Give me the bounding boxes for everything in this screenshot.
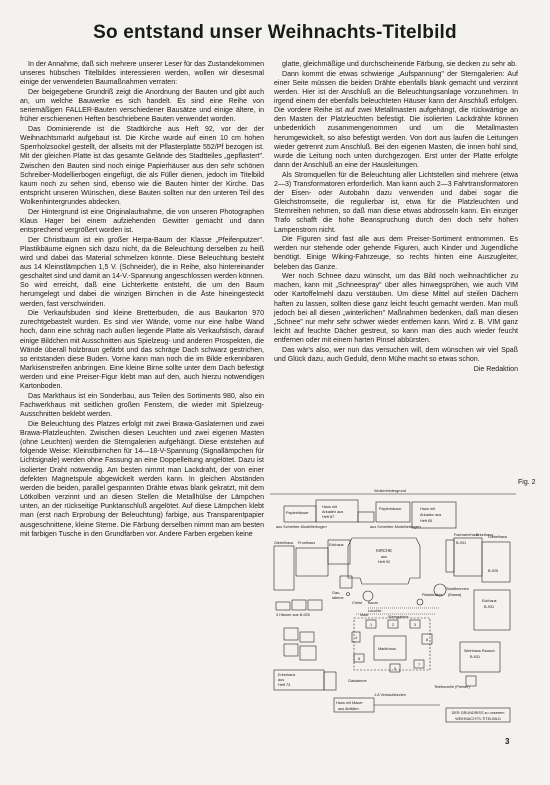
label: aus Abfällen (338, 707, 359, 711)
label: B-925 (488, 569, 499, 573)
label: Fronthaus (298, 541, 316, 545)
label: Platzleuchte (422, 593, 443, 597)
label: Fachwerkhaus (454, 533, 479, 537)
text-column-left (20, 60, 264, 539)
booth-number: 6 (358, 657, 361, 661)
narrow-house (446, 540, 454, 572)
label: Markthaus (378, 647, 396, 651)
paragraph: Dann kommt die etwas schwierige „Aufspannung" der Sterngalerien: Auf einer Seite müssen die beiden Drähte ebenfalls blank gemacht und verzinnt werden. Hier ist der Anschluß an die Beleuchtungsanlage vorzunehmen. In irgend einem der ebenfalls beleuchteten Häuser kann der Anschluß erfolgen. Die vordere Reihe ist auf zwei Metallmasten aufgehängt, die rückwärtige an den Masten der Platzleuchten befestigt. Die isolierten Lackdrähte können unbedenklich zusammengenommen und um die Metallmasten herumgewickelt, so also befestigt werden. Von dort aus laufen die Leitungen wieder getrennt zum Anschluß. Bei den eigenen Masten, die innen hohl sind, wurde die Leitung noch unten durchgezogen. Erst unter der Platte erfolgte dann der Anschluß an eine der Hausleitungen. (274, 70, 518, 170)
paragraph: Das wär's also, wer nun das versuchen will, dem wünschen wir viel Spaß und Glück dazu, auch Geduld, denn Mühe macht so etwas schon. (274, 346, 518, 363)
label: Baum (368, 601, 378, 605)
front-house (296, 548, 328, 576)
platzleuchte-lamp (417, 599, 423, 605)
house-small (284, 644, 298, 656)
booth-number: 8 (426, 638, 429, 642)
label: Haus mit (420, 507, 435, 511)
annex (324, 672, 336, 690)
label: Erkerhaus (476, 533, 494, 537)
label: B-931 (470, 655, 481, 659)
house-small (300, 646, 316, 660)
b925-house (292, 600, 306, 610)
booth-number: 7 (418, 663, 421, 667)
label: B-931 (484, 605, 495, 609)
label: Giebelhaus (488, 535, 508, 539)
gable-house-right (482, 542, 510, 582)
label: Arkaden aus (420, 513, 442, 517)
label: laterne (332, 596, 344, 600)
label: aus (380, 555, 388, 559)
christmas-tree (363, 591, 373, 601)
label: Mast (360, 613, 369, 617)
text-column-right (274, 60, 518, 374)
gas-lantern (347, 593, 350, 596)
label: Sterngalerie (388, 615, 409, 619)
figure-label: Fig. 2 (518, 479, 536, 486)
label: Telefonzelle (Preiser) (434, 685, 470, 689)
label: 3 Häuser aus B-925 (276, 613, 310, 617)
label: Stadtbrunnen (446, 587, 469, 591)
paragraph: Das Markthaus ist ein Sonderbau, aus Teilen des Sortiments 980, also ein Fachwerkhaus mit seitlichen großen Fenstern, die wieder mit Spielzeug-Ausschnitten beklebt werden. (20, 392, 264, 419)
label-papierhaeuser-l: Papierhäuser (286, 511, 309, 515)
signature: Die Redaktion (473, 365, 518, 373)
booth-number: 5 (394, 667, 397, 671)
gable-house (274, 546, 294, 590)
booth-number: 1 (370, 623, 373, 627)
b925-house (276, 602, 290, 610)
paragraph: Als Stromquellen für die Beleuchtung aller Lichtstellen sind mehrere (etwa 2—3) Transformatoren erforderlich. Man kann auch 2—3 Fahrtransformatoren der Eisen- oder Autobahn dazu verwenden und dabei sogar die Gleichstromseite, die regulierbar ist, etwa für die Platzleuchten und Sternreihen nehmen, so daß man diese etwas abdrosseln kann. Ein einziger Trafo schafft die hohe Beanspruchung durch den doch sehr hohen Lampenstrom nicht. (274, 171, 518, 234)
floor-plan-diagram (270, 486, 516, 724)
label: Gaslaterne (348, 679, 367, 683)
label: 1-8 Verkaufsbuden (374, 693, 406, 697)
paragraph: Die Verkaufsbuden sind kleine Bretterbuden, die aus Baukarton 970 zurechtgebastelt wurden. Es sind vier Wände, vorne nur eine halbe Wand hoch, dann eine schräg nach außen liegende Platte als Verkaufstisch, darauf einige Bildchen mit Ausschnitten aus Spielzeug- und anderen Prospekten, die Wände überall holzbraun gefärbt und das schräge Dach schwarz gestrichen, so entstanden diese Buden. Vorne kann man noch die im Bilde erkennbaren Markisenstreifen anbringen. Eine kleine Birne sollte unter dem Dach befestigt werden und eine Preiser-Figur klebt man auf den, auch hierzu notwendigen Kartonboden. (20, 310, 264, 391)
paragraph: glatte, gleichmäßige und durchscheinende Färbung, sie decken zu sehr ab. (282, 61, 518, 68)
label: KIRCHE (376, 548, 392, 553)
paragraph: Das Dominierende ist die Stadtkirche aus Heft 92, vor der der Weihnachtsmarkt aufgebaut ist. Die Kirche wurde auf einen 10 cm hohen Sperrholzsockel gestellt, der allseits mit der Pflasterplatte 552/Pf bezogen ist. Mit der gleichen Platte ist das gesamte Gelände des Stadtteiles „gepflastert". Zwischen den Bauten sind noch einige Papierhäuser aus den sehr schönen Schreiber-Modellierbogen eingefügt, die als Füller dienen, jedoch im Titelbild kaum noch zu sehen sind, ebenso wie die Bauten hinter der Kirche. Das entspricht unseren Wünschen, diese Bauten sollten nur den unteren Teil des Wolkenhintergrundes abdecken. (20, 125, 264, 207)
house-small (300, 632, 314, 642)
label: Eckhaus (482, 599, 497, 603)
label-wolken: Wolkenhintergrund (374, 489, 406, 493)
label: Heft 65 (420, 519, 433, 523)
label: aus Schreiber-Modellierbogen (276, 525, 327, 529)
label: aus Schreiber-Modellierbogen (370, 525, 421, 529)
label: Heft 73 (278, 683, 291, 687)
label: (Brawa) (448, 593, 462, 597)
booth-number: 2 (392, 623, 395, 627)
label: B-931 (456, 541, 467, 545)
paragraph: Der Christbaum ist ein großer Herpa-Baum der Klasse „Pfeifenputzer". Plastikbäume eignen sich dazu nicht, da die Beleuchtung derselben zu heiß wird und dabei das Material schmelzen könnte. Diese Beleuchtung besteht aus 14 Kleinstlämpchen 1,5 V. (Schneider), die in Reihe, also hintereinander geschaltet sind und damit an 14-V.-Spannung angeschlossen werden können. So wird erreicht, daß eine Lichterkette entsteht, die um den Baum herumgelegt und dabei die winzigen Birnchen in die Äste hineingesteckt werden, fast verschwinden. (20, 236, 264, 308)
label: Arkaden aus (322, 510, 344, 514)
page-title: So entstand unser Weihnachts-Titelbild (93, 22, 457, 43)
label: Erkerhaus (278, 673, 296, 677)
page-number: 3 (505, 737, 510, 746)
paragraph: Der beigegebene Grundriß zeigt die Anordnung der Bauten und gibt auch an, um welche Bauwerke es sich handelt. Es sind eine Reihe von seriemäßigen FALLER-Bauten verschiedener Bausätze und einige ältere, in früher erschienenen Heften beschriebene Bauten verwendet worden. (20, 88, 264, 124)
label: Giebelhaus (274, 541, 294, 545)
paragraph: Die Figuren sind fast alle aus dem Preiser-Sortiment entnommen. Es werden nur stehende oder gehende Figuren, auch Kinder und Jugendliche benötigt. Einige Wiking-Fahrzeuge, so rechts hinten eine Auszugleiter, beleben das Ganze. (274, 236, 518, 271)
label-papierhaeuser-r: Papierhäuser (379, 507, 402, 511)
label: Heft 92 (377, 560, 391, 564)
booth-number: 4 (355, 636, 358, 640)
paragraph: Wer noch Schnee dazu wünscht, um das Bild noch weihnachtlicher zu machen, kann mit „Schneespray" über alles hinwegsprühen, wie auch VIM oder Kartoffelmehl dazu verstäuben. Um diese Mittel auf steilen Dächern haften zu lassen, sollten diese ganz leicht feucht gemacht werden. Man muß jedoch bei all diesen „winterlichen" Maßnahmen bedenken, daß man diesen „Schnee" nur mehr sehr schwer wieder entfernen kann. Wird z. B. VIM ganz leicht auf feuchte Dächer gestreut, so kann man dies auch wieder feucht entfernen oder mit einem harten Pinsel abbürsten. (274, 273, 518, 345)
label: Leuchte (368, 609, 382, 613)
label: Gas- (332, 591, 341, 595)
label: Weinhaus Rausch (464, 649, 495, 653)
small-house (358, 512, 374, 522)
label: aus (278, 678, 285, 682)
house-small (284, 628, 298, 640)
paper-houses-right (376, 502, 410, 522)
label: Christ (352, 601, 362, 605)
paragraph: Der Hintergrund ist eine Originalaufnahme, die von unseren Photographen Klaus Hager bei einem aufziehenden Gewitter gemacht und dann entsprechend vergrößert worden ist. (20, 208, 264, 234)
paragraph: In der Annahme, daß sich mehrere unserer Leser für das Zustandekommen unseres hübschen Titelbildes interessieren werden, wollen wir diesesmal einige der verwendeten Baumaßnahmen verraten: (20, 61, 264, 87)
corner-house-right (474, 590, 510, 630)
booth-number: 3 (414, 623, 417, 627)
label: Haus mit Mauer (336, 701, 363, 705)
caption-line-1: DER GRUNDRISS zu unserem (451, 711, 505, 715)
label: Eckhaus (329, 543, 344, 547)
caption-line-2: WEIHNACHTS-TITELBILD (455, 717, 501, 721)
paragraph: Die Beleuchtung des Platzes erfolgt mit zwei Brawa-Gaslaternen und zwei Brawa-Platzleuchten. Zwischen diesen Leuchten und zwei eigenen Masten (ohne Leuchten) werden die Sterngalerien aufgehängt. Diese entstehen auf folgende Weise: Kleinstbirnchen für 14—18-V-Spannung (Signallämpchen für Lichtsignale) werden ohne Fassung an eine Doppelleitung angelötet. Dazu ist isolierter Draht notwendig. Am besten nimmt man Lackdraht, der von einer defekten Magnetspule abgewickelt werden kann. In gleichen Abständen werden die beiden, parallel gespannten Drähte etwas blank gekratzt, mit dem Lötkolben verzinnt und an diesen Stellen die Metallhülse der Lämpchen unten, an der rückseitige Punktanschluß angelötet. Auf diese Lämpchen klebt man (erst nach Erprobung der Beleuchtung) farbige, aus Transparentpapier ausgeschnittene, kleine Sterne. Die Färbung derselben nimmt man am besten mit farbigen Tusche in den Grundfarben vor. Andere Farben ergeben keine (20, 420, 264, 538)
label: Heft 87 (322, 515, 335, 519)
b925-house (308, 600, 322, 610)
label: Haus mit (322, 505, 337, 509)
